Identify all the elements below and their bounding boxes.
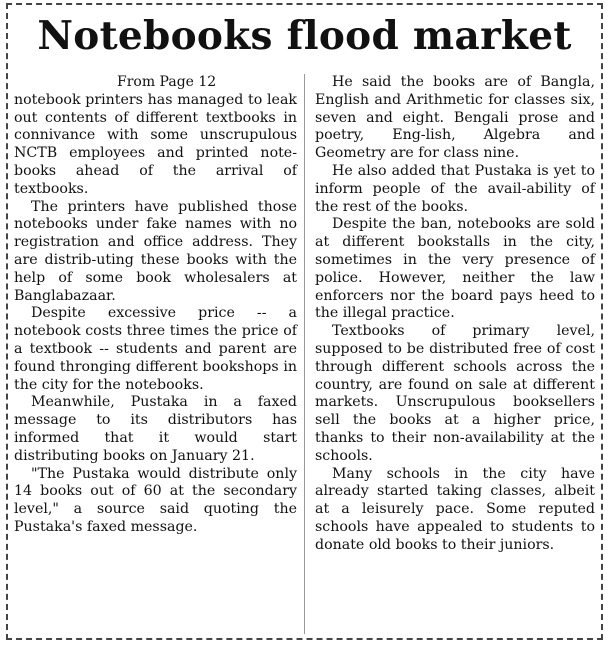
paragraph: He also added that Pustaka is yet to inform people of the avail-ability of the rest of the books. — [315, 162, 595, 215]
paragraph: Meanwhile, Pustaka in a faxed message to its distributors has informed that it would start distributing books on January 21. — [14, 394, 297, 464]
paragraph: He said the books are of Bangla, English and Arithmetic for classes six, seven and eight. Bengali prose and poetry, Eng-lish, Algebra and Geometry are for class nine. — [315, 74, 595, 162]
paragraph: The printers have published those notebooks under fake names with no registration and office address. They are distrib-uting these books with the help of some book wholesalers at Banglabazaar. — [14, 198, 297, 304]
headline: Notebooks flood market — [37, 13, 572, 59]
paragraph: Despite excessive price -- a notebook costs three times the price of a textbook -- students and parent are found thronging different bookshops in the city for the notebooks. — [14, 305, 297, 393]
column-divider — [304, 74, 305, 634]
paragraph: "The Pustaka would distribute only 14 books out of 60 at the secondary level," a source said quoting the Pustaka's faxed message. — [14, 465, 297, 535]
paragraph: notebook printers has managed to leak out contents of different textbooks in connivance with some unscrupulous NCTB employees and printed note-books ahead of the arrival of textbooks. — [14, 91, 297, 197]
paragraph: Textbooks of primary level, supposed to be distributed free of cost through different schools across the country, are found on sale at different markets. Unscrupulous booksellers sell the books at a higher price, thanks to their non-availability at the schools. — [315, 323, 595, 464]
right-column — [315, 74, 595, 555]
continued-from-label: From Page 12 — [117, 74, 217, 90]
left-column — [14, 74, 297, 537]
paragraph: Despite the ban, notebooks are sold at different bookstalls in the city, sometimes in the very presence of police. However, neither the law enforcers nor the board pays heed to the illegal practice. — [315, 216, 595, 322]
paragraph: Many schools in the city have already started taking classes, albeit at a leisurely pace. Some reputed schools have appealed to students to donate old books to their juniors. — [315, 465, 595, 553]
